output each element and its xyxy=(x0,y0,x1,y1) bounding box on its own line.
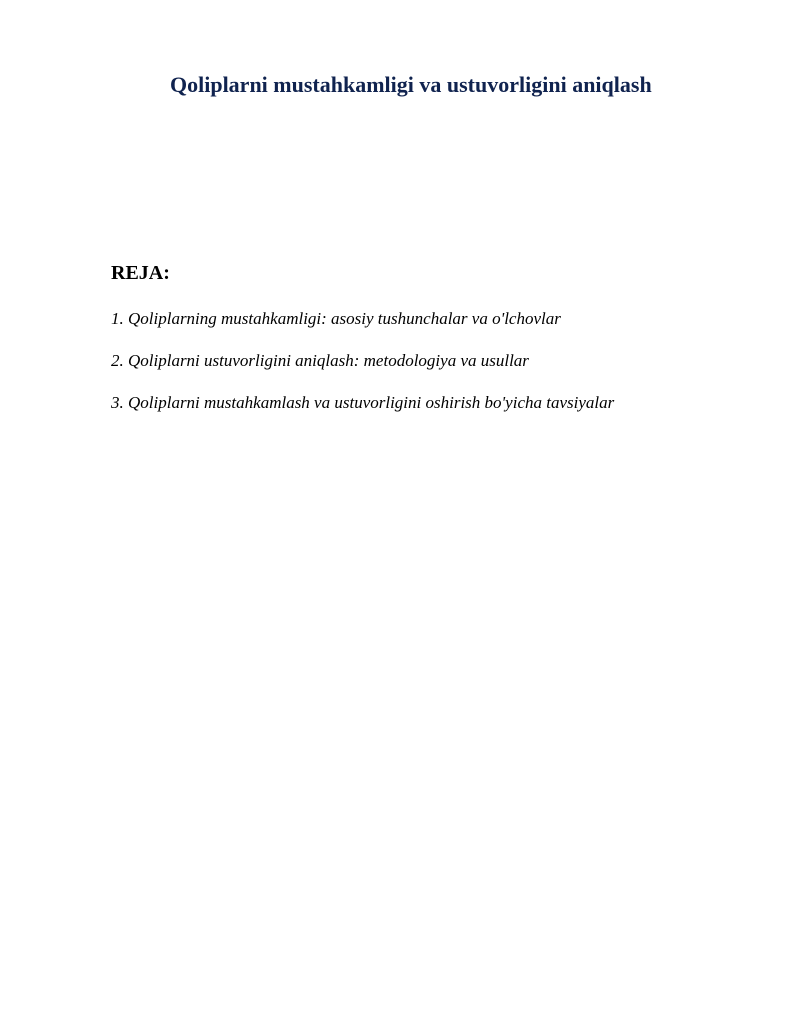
plan-item-3: 3. Qoliplarni mustahkamlash va ustuvorligini oshirish bo'yicha tavsiyalar xyxy=(111,393,615,412)
plan-item-1: 1. Qoliplarning mustahkamligi: asosiy tushunchalar va o'lchovlar xyxy=(111,309,561,328)
plan-heading: REJA: xyxy=(111,262,170,284)
plan-list xyxy=(111,308,614,434)
plan-item-2: 2. Qoliplarni ustuvorligini aniqlash: metodologiya va usullar xyxy=(111,351,529,370)
document-title: Qoliplarni mustahkamligi va ustuvorligini aniqlash xyxy=(170,72,652,97)
